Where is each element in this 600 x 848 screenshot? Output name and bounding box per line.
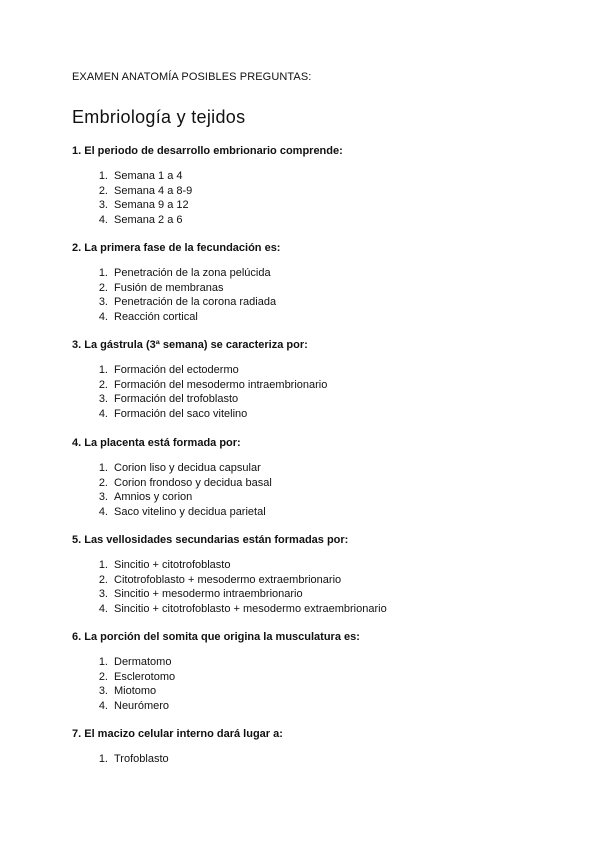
answer-option [72, 392, 560, 407]
answer-option [72, 655, 560, 670]
option-text: Trofoblasto [114, 753, 169, 765]
answer-option [72, 684, 560, 699]
answer-option [72, 213, 560, 228]
question-text: 5. Las vellosidades secundarias están formadas por: [72, 534, 349, 546]
answer-option [72, 490, 560, 505]
option-text: Formación del mesodermo intraembrionario [114, 378, 328, 391]
answer-option [72, 476, 560, 491]
answer-option [72, 505, 560, 520]
question-block [72, 241, 560, 325]
answer-option [72, 573, 560, 588]
document-header: EXAMEN ANATOMÍA POSIBLES PREGUNTAS: [72, 71, 312, 83]
answer-option [72, 198, 560, 213]
option-text: Corion liso y decidua capsular [114, 462, 261, 474]
option-number: 2. [98, 184, 108, 197]
option-text: Semana 2 a 6 [114, 214, 183, 227]
question-block [72, 533, 560, 617]
option-text: Miotomo [114, 685, 157, 698]
answer-options [72, 363, 560, 422]
option-text: Amnios y corion [114, 491, 193, 504]
question-block [72, 338, 560, 422]
document-page [72, 70, 560, 765]
option-number: 2. [98, 281, 108, 294]
answer-option [72, 558, 560, 573]
option-text: Semana 9 a 12 [114, 199, 189, 212]
answer-option [72, 699, 560, 714]
option-number: 3. [98, 491, 108, 504]
option-number: 2. [98, 573, 108, 586]
answer-options [72, 655, 560, 714]
option-number: 4. [98, 408, 108, 421]
answer-option [72, 310, 560, 325]
option-number: 4. [98, 311, 108, 324]
question-block [72, 630, 560, 714]
option-text: Sincitio + citotrofoblasto [114, 559, 231, 571]
option-number: 4. [98, 700, 108, 713]
answer-option [72, 378, 560, 393]
option-text: Corion frondoso y decidua basal [114, 476, 272, 489]
option-number: 4. [98, 603, 108, 616]
option-text: Sincitio + mesodermo intraembrionario [114, 588, 303, 601]
answer-option [72, 461, 560, 476]
answer-option [72, 184, 560, 199]
option-number: 1. [98, 170, 108, 182]
option-text: Formación del ectodermo [114, 364, 239, 376]
option-number: 3. [98, 393, 108, 406]
question-text: 2. La primera fase de la fecundación es: [72, 242, 281, 254]
option-number: 1. [98, 364, 108, 376]
answer-option [72, 602, 560, 617]
question-block [72, 436, 560, 520]
option-text: Citotrofoblasto + mesodermo extraembrionario [114, 573, 342, 586]
option-text: Neurómero [114, 700, 170, 713]
answer-option [72, 587, 560, 602]
answer-options [72, 169, 560, 228]
option-number: 2. [98, 476, 108, 489]
answer-option [72, 752, 560, 767]
question-block [72, 727, 560, 767]
answer-options [72, 558, 560, 617]
option-text: Esclerotomo [114, 670, 176, 683]
option-number: 2. [98, 378, 108, 391]
option-text: Formación del saco vitelino [114, 408, 248, 421]
option-number: 1. [98, 753, 108, 765]
answer-option [72, 266, 560, 281]
answer-option [72, 670, 560, 685]
option-text: Reacción cortical [114, 311, 198, 324]
option-number: 4. [98, 506, 108, 519]
option-number: 3. [98, 588, 108, 601]
option-number: 1. [98, 267, 108, 279]
option-number: 1. [98, 462, 108, 474]
option-text: Fusión de membranas [114, 281, 224, 294]
option-number: 4. [98, 214, 108, 227]
option-number: 2. [98, 670, 108, 683]
question-text: 6. La porción del somita que origina la musculatura es: [72, 631, 360, 643]
section-title: Embriología y tejidos [72, 107, 246, 127]
option-text: Penetración de la corona radiada [114, 296, 277, 309]
option-text: Dermatomo [114, 656, 172, 668]
option-text: Penetración de la zona pelúcida [114, 267, 271, 279]
option-text: Sincitio + citotrofoblasto + mesodermo extraembrionario [114, 603, 387, 616]
answer-option [72, 281, 560, 296]
option-number: 1. [98, 559, 108, 571]
option-number: 3. [98, 296, 108, 309]
question-text: 3. La gástrula (3ª semana) se caracteriza por: [72, 339, 308, 351]
answer-options [72, 752, 560, 767]
answer-options [72, 461, 560, 520]
option-text: Formación del trofoblasto [114, 393, 239, 406]
question-block [72, 144, 560, 228]
option-text: Semana 4 a 8-9 [114, 184, 193, 197]
answer-option [72, 169, 560, 184]
option-text: Saco vitelino y decidua parietal [114, 506, 266, 519]
answer-option [72, 295, 560, 310]
answer-options [72, 266, 560, 325]
question-text: 1. El periodo de desarrollo embrionario comprende: [72, 145, 343, 157]
answer-option [72, 363, 560, 378]
option-text: Semana 1 a 4 [114, 170, 183, 182]
question-text: 7. El macizo celular interno dará lugar a: [72, 728, 283, 740]
option-number: 3. [98, 685, 108, 698]
question-text: 4. La placenta está formada por: [72, 437, 241, 449]
option-number: 1. [98, 656, 108, 668]
answer-option [72, 407, 560, 422]
option-number: 3. [98, 199, 108, 212]
